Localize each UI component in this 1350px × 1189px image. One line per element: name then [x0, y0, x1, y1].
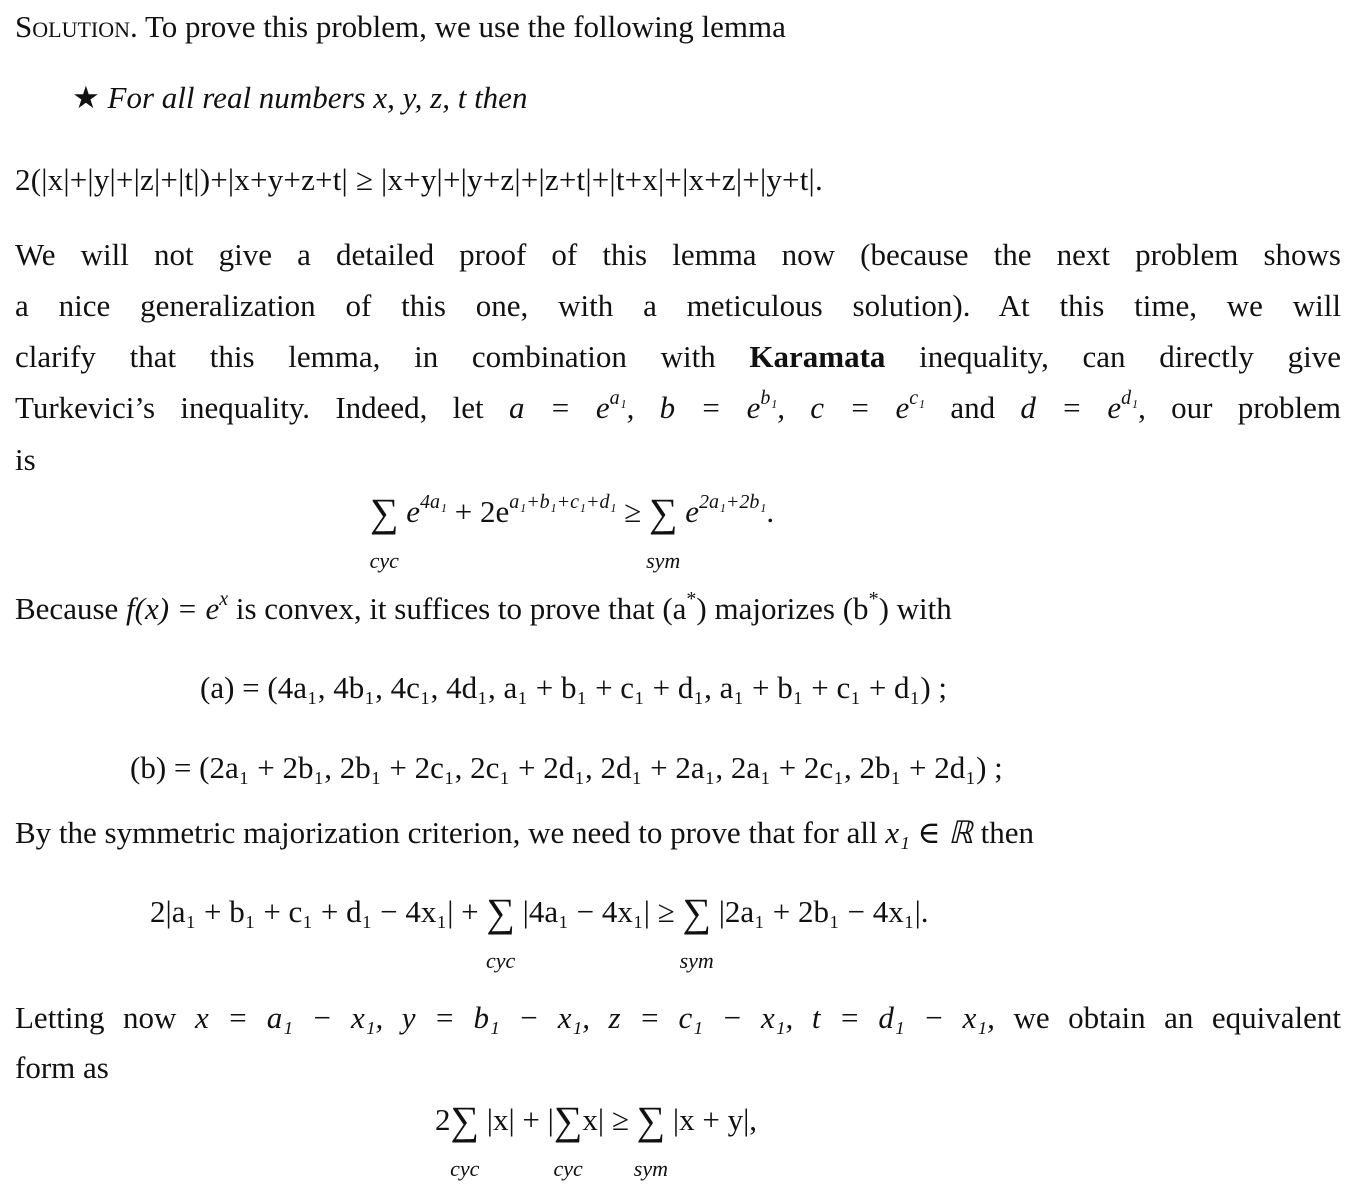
equation-main: ∑ cyc $e^{4a_1} + 2e^{a_1+b_1+c_1+d_1}$ ≥ ∑ sym $e^{2a_1+2b_1}$. [369, 490, 775, 573]
paragraph-line: We will not give a detailed proof of this lemma now (because the next problem shows [15, 237, 1341, 272]
paragraph-line: clarify that this lemma, in combination with Karamata inequality, can directly give [15, 339, 1342, 374]
sum-symbol: ∑ cyc [485, 890, 516, 973]
sum-symbol: ∑ cyc [553, 1098, 583, 1181]
solution-intro: Solution. To prove this problem, we use the following lemma [15, 9, 786, 44]
lemma-statement: ★ For all real numbers x, y, z, t then [72, 80, 528, 115]
lemma-formula: 2(|x|+|y|+|z|+|t|)+|x+y+z+t| ≥ |x+y|+|y+z|+|z+t|+|t+x|+|x+z|+|y+t|. [15, 162, 823, 197]
letting-line-2: form as [15, 1050, 109, 1085]
sequence-a: (a) = (4a₁, 4b₁, 4c₁, 4d₁, a₁ + b₁ + c₁ + d₁, a₁ + b₁ + c₁ + d₁) ; [200, 670, 948, 705]
criterion-line: By the symmetric majorization criterion, we need to prove that for all x₁ ∈ ℝ then [15, 815, 1034, 850]
convexity-line: Because $f(x) = e^x$ is convex, it suffices to prove that (a*) majorizes (b*) with [15, 588, 952, 626]
letting-line: Letting now x = a₁ − x₁, y = b₁ − x₁, z = c₁ − x₁, t = d₁ − x₁, we obtain an equivalent [15, 1000, 1342, 1035]
sequence-b: (b) = (2a₁ + 2b₁, 2b₁ + 2c₁, 2c₁ + 2d₁, 2d₁ + 2a₁, 2a₁ + 2c₁, 2b₁ + 2d₁) ; [130, 750, 1003, 785]
sum-symbol: ∑ cyc [369, 490, 399, 573]
star-icon: ★ [72, 80, 100, 115]
sum-symbol: ∑ sym [679, 890, 714, 973]
paragraph-line: Turkevici’s inequality. Indeed, let $a = e^{a_1}$, $b = e^{b_1}$, $c = e^{c_1}$ and $d = e^{d_1}$, our problem [15, 387, 1342, 425]
paragraph-line: is [15, 442, 36, 477]
karamata-term: Karamata [749, 339, 886, 374]
sum-symbol: ∑ sym [646, 490, 681, 573]
paragraph-line: a nice generalization of this one, with a meticulous solution). At this time, we will [15, 288, 1341, 323]
equation-final: 2∑ cyc |x| + |∑ cyc x| ≥ ∑ sym |x + y|, [435, 1098, 758, 1181]
equation-criterion: 2|a₁ + b₁ + c₁ + d₁ − 4x₁| + ∑ cyc |4a₁ − 4x₁| ≥ ∑ sym |2a₁ + 2b₁ − 4x₁|. [150, 890, 929, 973]
sum-symbol: ∑ sym [633, 1098, 668, 1181]
sum-symbol: ∑ cyc [450, 1098, 480, 1181]
